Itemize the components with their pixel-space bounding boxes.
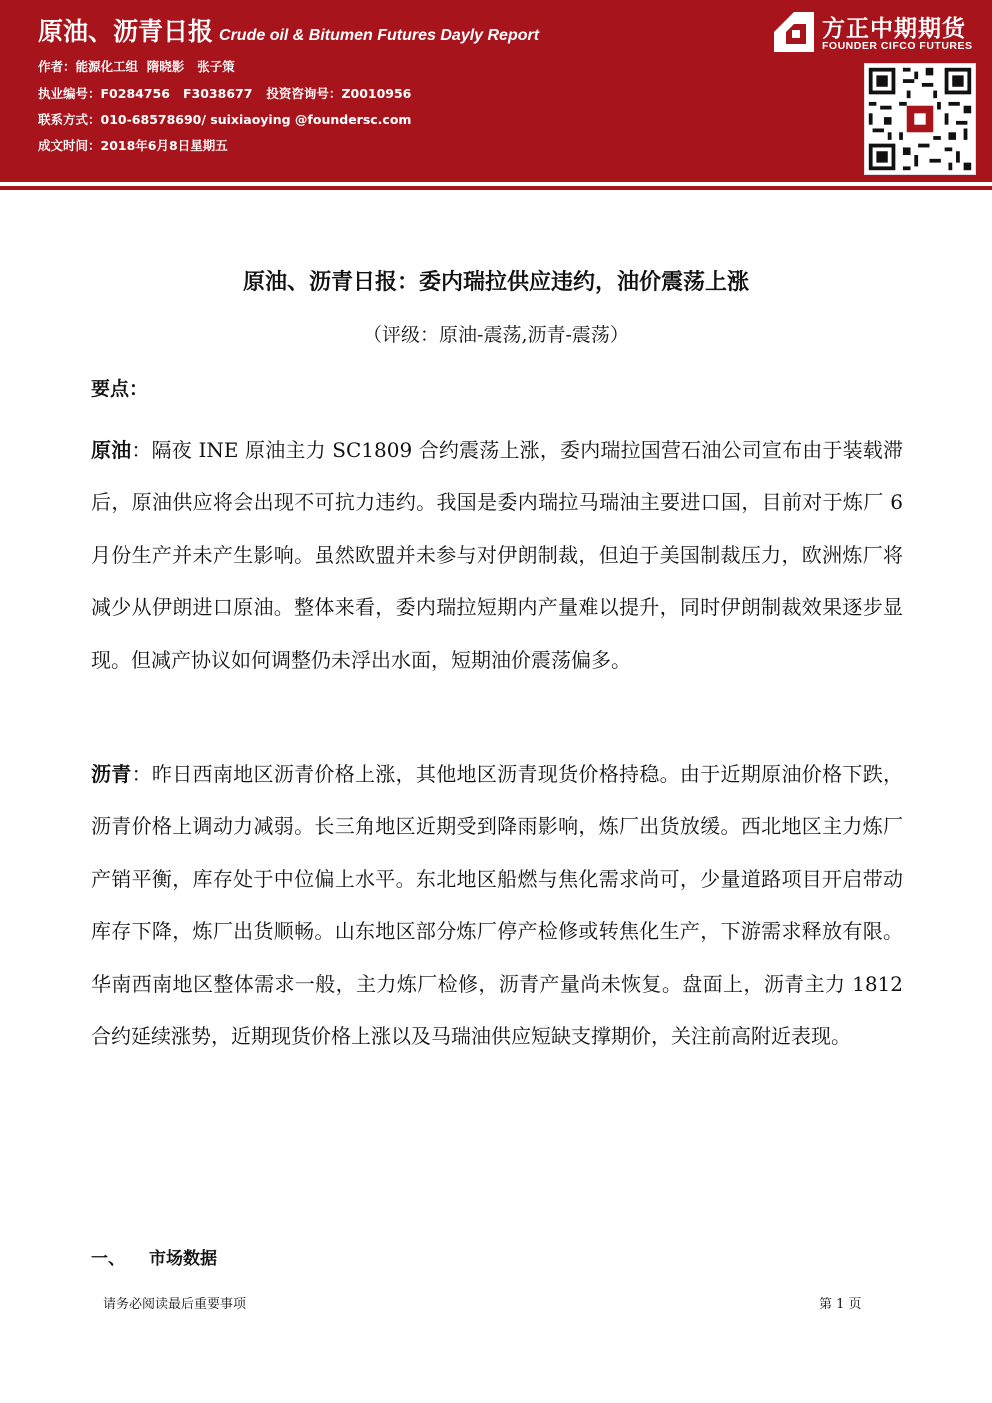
authors: 能源化工组 隋晓影 张子策 [75, 59, 235, 74]
qr-code-icon [864, 63, 976, 175]
authors-line [38, 57, 249, 75]
date: 2018年6月8日星期五 [100, 138, 228, 153]
report-title [38, 12, 539, 48]
license: F0284756 F3038677 [100, 86, 253, 101]
bitumen-label: 沥青 [91, 762, 132, 786]
logo-text-en: FOUNDER CIFCO FUTURES [822, 40, 973, 52]
contact: 010-68578690/ suixiaoying @foundersc.com [100, 112, 412, 127]
company-logo [772, 10, 982, 56]
date-label: 成文时间： [38, 138, 101, 153]
license-label: 执业编号： [38, 86, 101, 101]
consult-label: 投资咨询号： [266, 86, 342, 101]
date-line [38, 136, 242, 154]
keypoints-heading: 要点： [91, 378, 149, 400]
license-line [38, 84, 425, 102]
logo-text-cn: 方正中期期货 [822, 16, 966, 42]
report-title-cn: 原油、沥青日报 [38, 17, 214, 46]
crude-oil-text: ：隔夜 INE 原油主力 SC1809 合约震荡上涨，委内瑞拉国营石油公司宣布由于装载滞后，原油供应将会出现不可抗力违约。我国是委内瑞拉马瑞油主要进口国，目前对于炼厂 6 月份生产并未产生影响。虽然欧盟并未参与对伊朗制裁，但迫于美国制裁压力，欧洲炼厂将减少从伊朗进口原油。整体来看，委内瑞拉短期内产量难以提升，同时伊朗制裁效果逐步显现。但减产协议如何调整仍未浮出水面，短期油价震荡偏多。 [91, 438, 903, 672]
footer-notice: 请务必阅读最后重要事项 [103, 1297, 247, 1312]
founder-logo-icon [772, 10, 816, 54]
page-number: 第 1 页 [819, 1297, 862, 1312]
consult: Z0010956 [341, 86, 412, 101]
bitumen-text: ：昨日西南地区沥青价格上涨，其他地区沥青现货价格持稳。由于近期原油价格下跌，沥青价格上调动力减弱。长三角地区近期受到降雨影响，炼厂出货放缓。西北地区主力炼厂产销平衡，库存处于中位偏上水平。东北地区船燃与焦化需求尚可，少量道路项目开启带动库存下降，炼厂出货顺畅。山东地区部分炼厂停产检修或转焦化生产，下游需求释放有限。华南西南地区整体需求一般，主力炼厂检修，沥青产量尚未恢复。盘面上，沥青主力 1812 合约延续涨势，近期现货价格上涨以及马瑞油供应短缺支撑期价，关注前高附近表现。 [91, 762, 904, 1049]
report-title-en: Crude oil & Bitumen Futures Dayly Report [219, 27, 540, 44]
crude-oil-label: 原油 [91, 438, 132, 462]
crude-oil-paragraph [91, 424, 903, 686]
section-number: 一、 [91, 1249, 125, 1269]
bitumen-paragraph [91, 748, 903, 1062]
contact-label: 联系方式： [38, 112, 101, 127]
header-rule [0, 186, 992, 190]
document-title: 原油、沥青日报：委内瑞拉供应违约，油价震荡上涨 [242, 270, 749, 295]
section-title: 市场数据 [149, 1249, 217, 1269]
authors-label: 作者： [38, 59, 76, 74]
header-banner [0, 0, 992, 182]
document-rating: （评级：原油-震荡,沥青-震荡） [363, 324, 629, 346]
contact-line [38, 110, 425, 128]
section-heading [91, 1244, 217, 1269]
